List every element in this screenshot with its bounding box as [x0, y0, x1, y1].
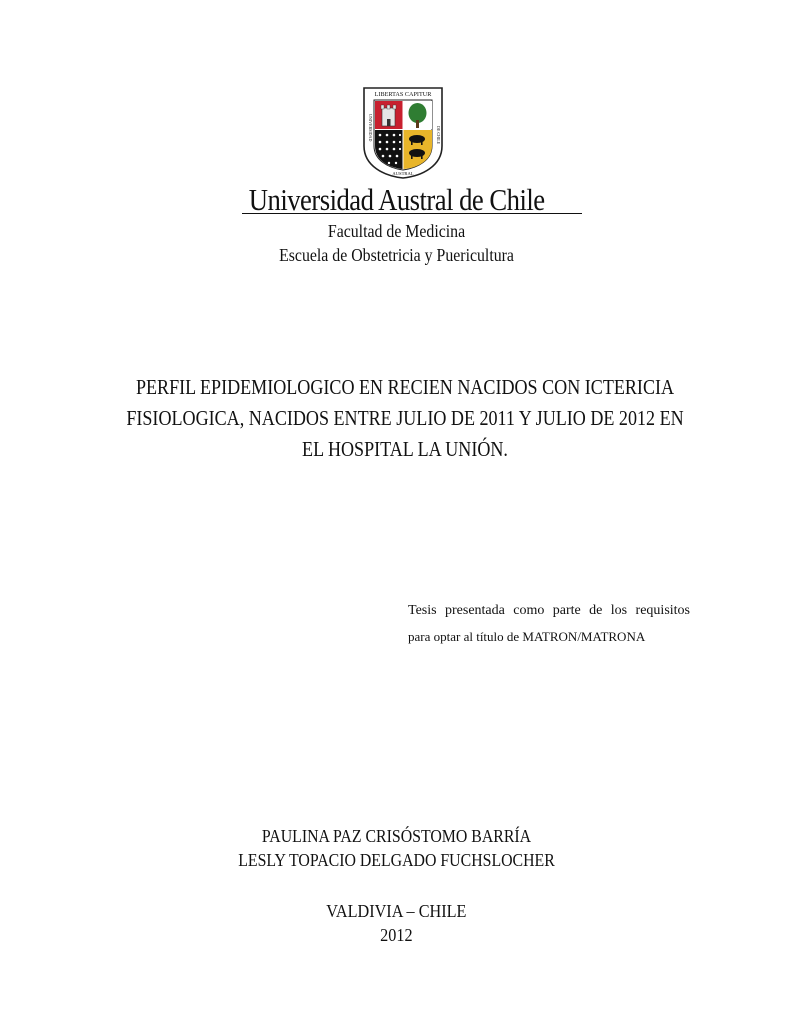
crest-ring-left: UNIVERSIDAD [368, 114, 373, 142]
crest-ring-right: DE CHILE [436, 126, 441, 145]
title-line: PERFIL EPIDEMIOLOGICO EN RECIEN NACIDOS CON ICTERICIA [135, 375, 675, 399]
author-name: LESLY TOPACIO DELGADO FUCHSLOCHER [238, 850, 555, 870]
place-and-year [40, 899, 752, 947]
title-line: EL HOSPITAL LA UNIÓN. [302, 437, 508, 461]
thesis-note-line: para optar al título de MATRON/MATRONA [408, 629, 646, 644]
title-line: FISIOLOGICA, NACIDOS ENTRE JULIO DE 2011 Y JULIO DE 2012 EN [126, 406, 684, 430]
place: VALDIVIA – CHILE [326, 901, 467, 921]
author-name: PAULINA PAZ CRISÓSTOMO BARRÍA [261, 826, 532, 846]
year: 2012 [380, 925, 413, 945]
crest-ring-bottom: AUSTRAL [392, 171, 414, 176]
thesis-title [126, 372, 685, 465]
university-crest [362, 86, 444, 180]
university-name: Universidad Austral de Chile [248, 182, 545, 217]
thesis-note-line: Tesis presentada como parte de los requisitos [408, 603, 690, 618]
university-underline [242, 213, 582, 214]
faculty-name: Facultad de Medicina [327, 221, 466, 241]
crest-motto: LIBERTAS CAPITUR [374, 91, 432, 98]
thesis-note [408, 598, 690, 650]
authors [48, 824, 744, 872]
school-name: Escuela de Obstetricia y Puericultura [279, 245, 514, 265]
